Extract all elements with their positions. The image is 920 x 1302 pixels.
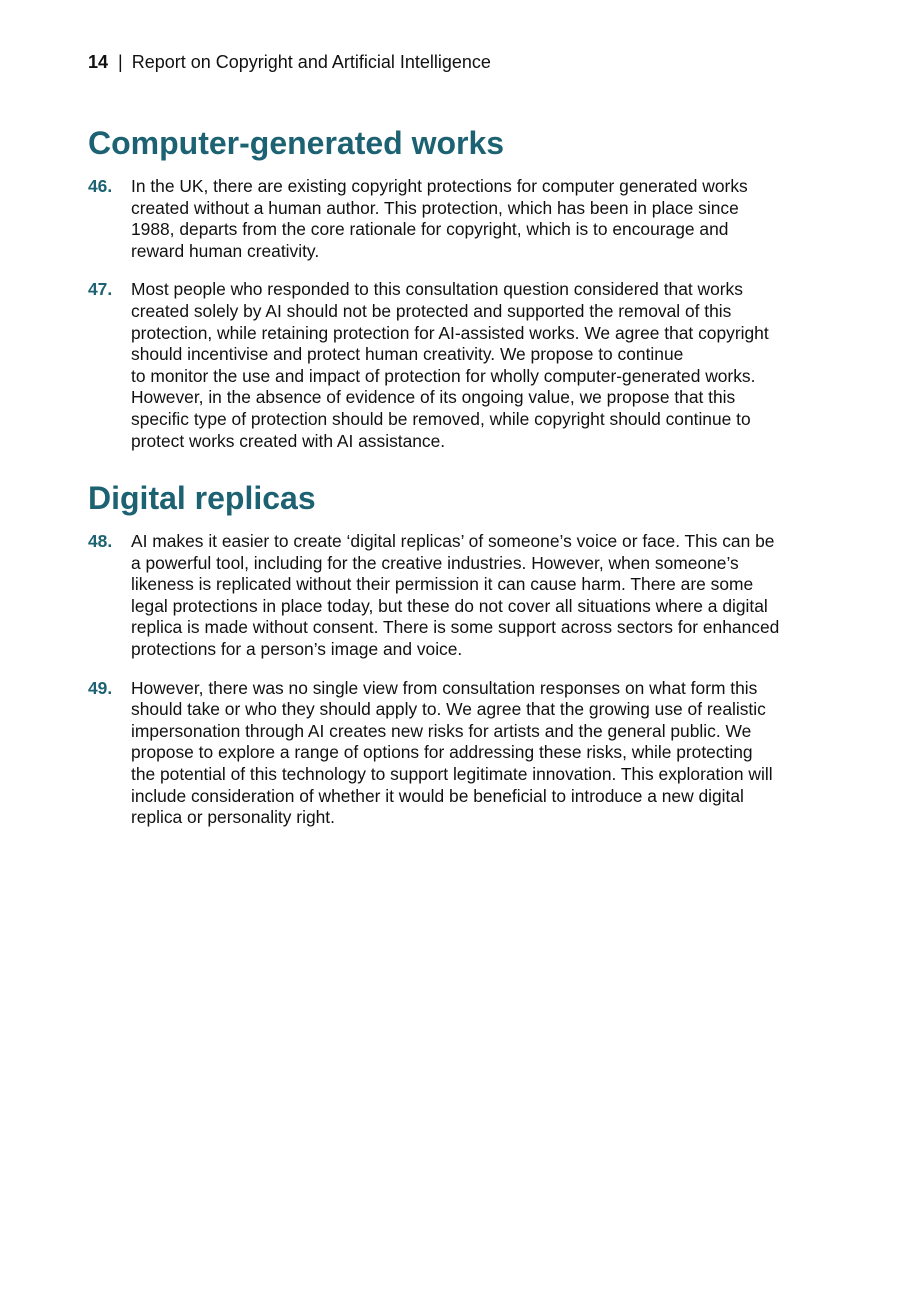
section-heading: Computer-generated works [88, 125, 505, 161]
paragraph-number: 46. [88, 176, 113, 196]
paragraph-46 [88, 176, 848, 262]
paragraph-number: 47. [88, 279, 113, 300]
paragraph-number: 48. [88, 531, 113, 551]
running-header [88, 51, 491, 73]
paragraph-number: 49. [88, 677, 113, 698]
header-separator: | [118, 52, 123, 72]
section-digital-replicas [88, 479, 848, 829]
paragraph-49 [88, 678, 848, 829]
page-number: 14 [88, 52, 109, 72]
paragraph-text: Most people who responded to this consultation question considered that works created solely by AI should not be protected and supported the removal of this protection, while retaining protection for AI-assisted works. We agree that copyright should incentivise and protect human creativity. We propose to continue to monitor the use and impact of protection for wholly computer-generated works. However, in the absence of evidence of its ongoing value, we propose that this specific type of protection should be removed, while copyright should continue to protect works created with AI assistance. [131, 279, 769, 451]
paragraph-47 [88, 279, 848, 452]
paragraph-text: In the UK, there are existing copyright protections for computer generated works created without a human author. This protection, which has been in place since 1988, departs from the core rationale for copyright, which is to encourage and reward human creativity. [131, 176, 748, 261]
paragraph-text: However, there was no single view from consultation responses on what form this should take or who they should apply to. We agree that the growing use of realistic impersonation through AI creates new risks for artists and the general public. We propose to explore a range of options for addressing these risks, while protecting the potential of this technology to support legitimate innovation. This exploration will include consideration of whether it would be beneficial to introduce a new digital replica or personality right. [131, 677, 773, 828]
paragraph-text: AI makes it easier to create ‘digital replicas’ of someone’s voice or face. This can be a powerful tool, including for the creative industries. However, when someone’s likeness is replicated without their permission it can cause harm. There are some legal protections in place today, but these do not cover all situations where a digital replica is made without consent. There is some support across sectors for enhanced protections for a person’s image and voice. [131, 531, 780, 659]
report-title: Report on Copyright and Artificial Intelligence [131, 52, 491, 72]
paragraph-48 [88, 531, 848, 661]
section-heading: Digital replicas [88, 480, 316, 516]
section-computer-generated-works [88, 124, 848, 452]
